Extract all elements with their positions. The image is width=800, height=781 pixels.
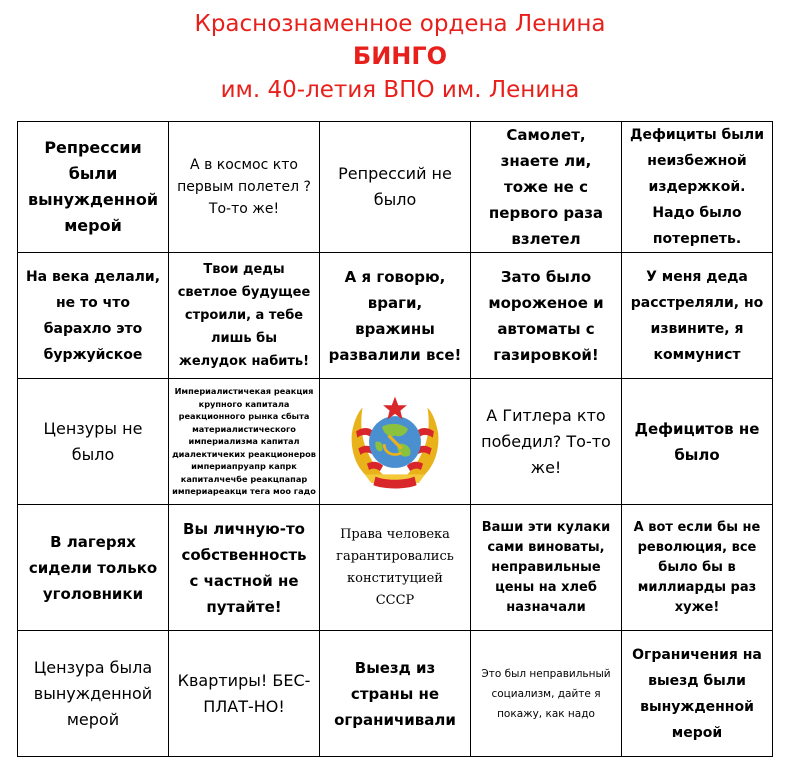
cell-text: Самолет, знаете ли, тоже не с первого раза взлетел	[488, 126, 604, 248]
cell-text: Твои деды светлое будущее строили, а тебе лишь бы желудок набить!	[177, 262, 311, 369]
cell-text: Цензура была вынужденной мерой	[33, 657, 153, 729]
bingo-cell[interactable]	[622, 253, 773, 379]
bingo-cell[interactable]	[622, 631, 773, 757]
bingo-cell[interactable]	[18, 505, 169, 631]
grid-row	[18, 631, 773, 757]
bingo-cell-free[interactable]	[320, 379, 471, 505]
grid-row	[18, 379, 773, 505]
bingo-grid	[17, 121, 773, 757]
bingo-cell[interactable]	[622, 122, 773, 253]
bingo-cell[interactable]	[471, 379, 622, 505]
cell-text: Дефицитов не было	[634, 419, 760, 464]
cell-text: Квартиры! БЕС-ПЛАТ-НО!	[177, 670, 311, 716]
header-line-1: Краснознаменное ордена Ленина	[194, 11, 606, 37]
cell-text: На века делали, не то что барахло это буржуйское	[25, 268, 161, 363]
grid-row	[18, 122, 773, 253]
bingo-cell[interactable]	[169, 379, 320, 505]
bingo-cell[interactable]	[169, 122, 320, 253]
cell-text: Дефициты были неизбежной издержкой. Надо было потерпеть.	[630, 127, 764, 247]
header-line-3: им. 40-летия ВПО им. Ленина	[220, 77, 580, 103]
cell-text: А в космос кто первым полетел ? То-то же!	[177, 157, 311, 217]
bingo-cell[interactable]	[320, 631, 471, 757]
ussr-emblem-icon	[341, 388, 449, 496]
cell-text: Ограничения на выезд были вынужденной мерой	[632, 646, 762, 741]
bingo-cell[interactable]	[18, 122, 169, 253]
cell-text: Репрессий не было	[338, 164, 452, 209]
cell-text: Ваши эти кулаки сами виноваты, неправильные цены на хлеб назначали	[481, 519, 611, 615]
bingo-cell[interactable]	[169, 631, 320, 757]
bingo-cell[interactable]	[622, 379, 773, 505]
bingo-cell[interactable]	[471, 505, 622, 631]
cell-text: В лагерях сидели только уголовники	[28, 532, 158, 603]
cell-text: Права человека гарантировались конституцией СССР	[336, 526, 454, 608]
bingo-cell[interactable]	[622, 505, 773, 631]
bingo-cell[interactable]	[18, 631, 169, 757]
bingo-cell[interactable]	[169, 253, 320, 379]
cell-text: А я говорю, враги, вражины развалили все!	[328, 267, 462, 364]
cell-text: Зато было мороженое и автоматы с газировкой!	[488, 267, 604, 364]
bingo-cell[interactable]	[320, 505, 471, 631]
bingo-cell[interactable]	[471, 122, 622, 253]
cell-text: У меня деда расстреляли, но извините, я коммунист	[630, 268, 764, 363]
cell-text: Цензуры не было	[43, 418, 143, 464]
grid-row	[18, 253, 773, 379]
cell-text: Вы личную-то собственность с частной не путайте!	[181, 519, 307, 616]
grid-row	[18, 505, 773, 631]
cell-text: Империалистичекая реакция крупного капитала реакционного рынка сбыта материалистического империализма капитал диалектичеких реакционеров империапруапр капрк капиталчечбе реакцпапар империареакци тега моо гадо	[172, 386, 316, 497]
cell-text: А вот если бы не революция, все было бы в миллиарды раз хуже!	[633, 519, 761, 615]
cell-text: Это был неправильный социализм, дайте я покажу, как надо	[481, 667, 611, 720]
cell-text: Выезд из страны не ограничивали	[334, 658, 456, 729]
bingo-cell[interactable]	[18, 253, 169, 379]
header-line-2: БИНГО	[352, 42, 448, 70]
bingo-cell[interactable]	[169, 505, 320, 631]
bingo-cell[interactable]	[471, 253, 622, 379]
bingo-cell[interactable]	[471, 631, 622, 757]
cell-text: Репрессии были вынужденной мерой	[27, 138, 159, 235]
bingo-cell[interactable]	[320, 253, 471, 379]
bingo-cell[interactable]	[18, 379, 169, 505]
bingo-cell[interactable]	[320, 122, 471, 253]
cell-text: А Гитлера кто победил? То-то же!	[481, 405, 611, 477]
